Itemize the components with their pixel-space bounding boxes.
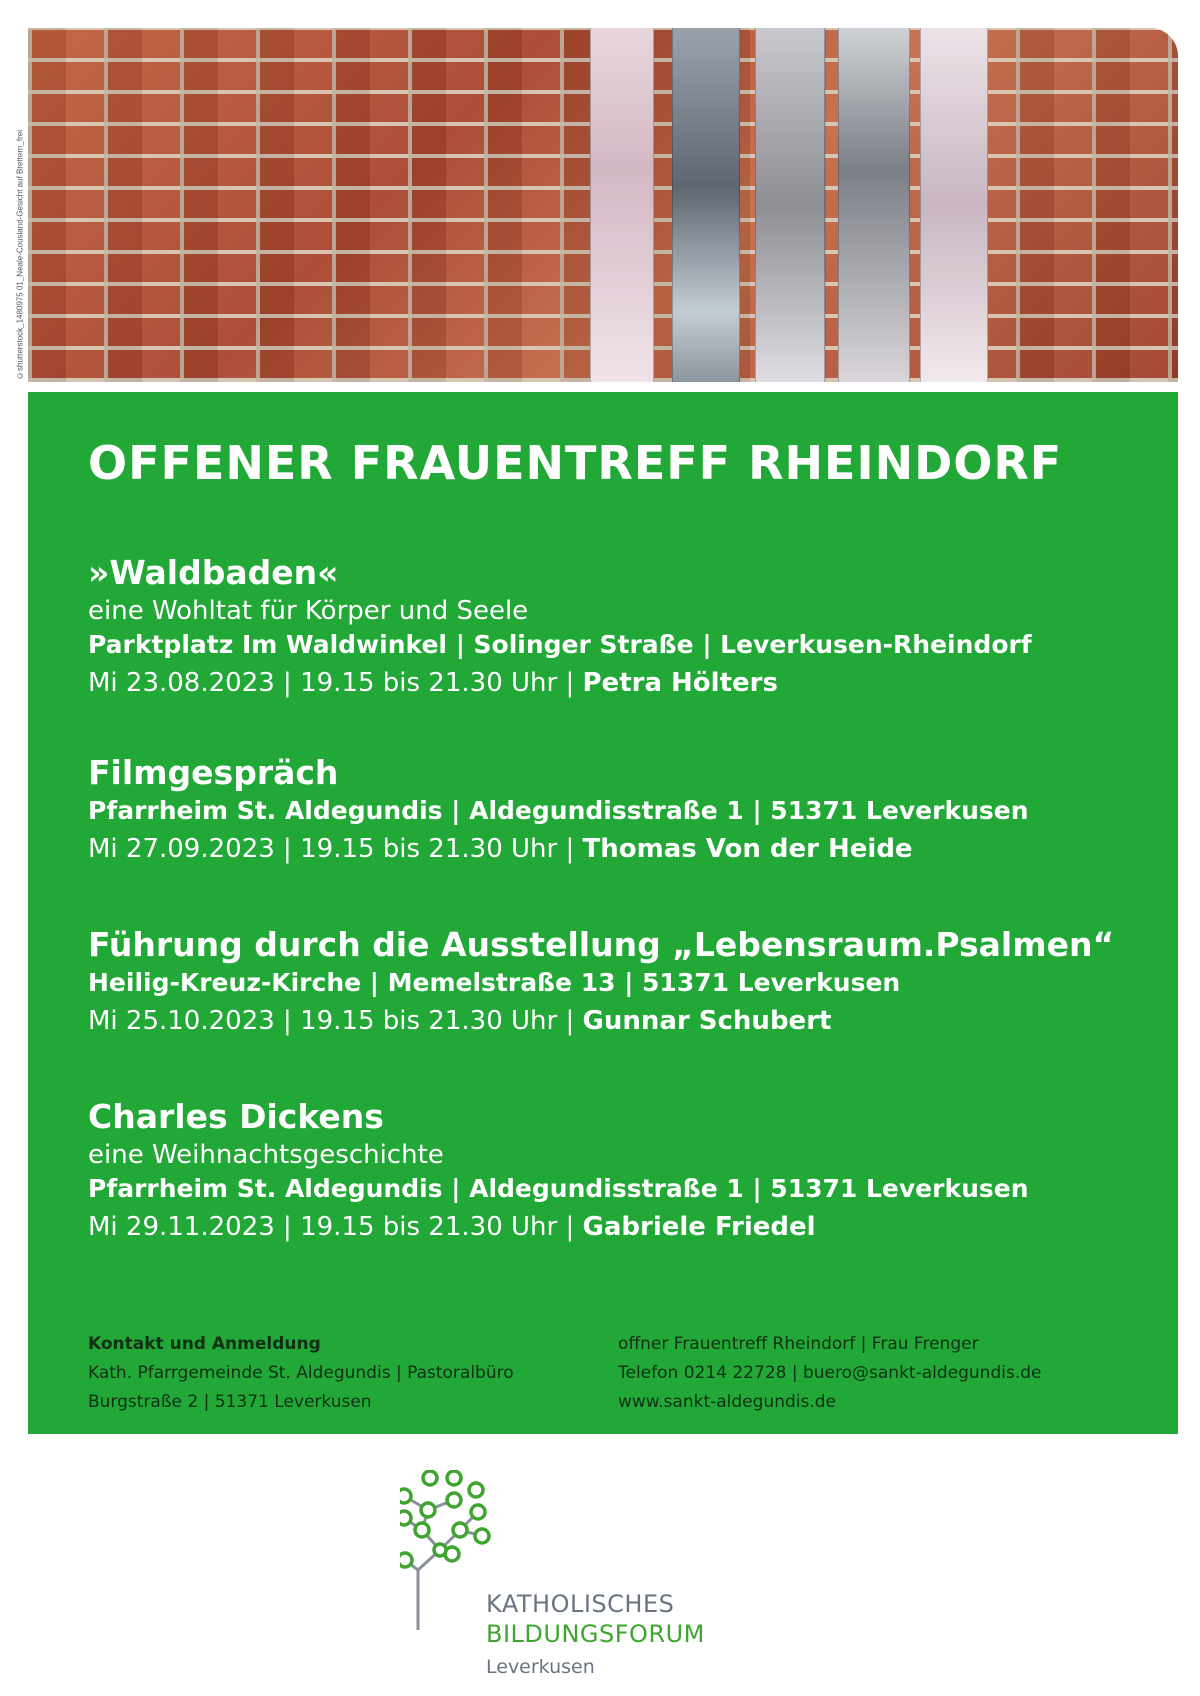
event-person: Gunnar Schubert: [582, 1006, 832, 1036]
event-location: Heilig-Kreuz-Kirche | Memelstraße 13 | 51371 Leverkusen: [88, 968, 901, 997]
logo-line-2: BILDUNGSFORUM: [486, 1620, 705, 1648]
logo: [400, 1470, 740, 1680]
website-link[interactable]: www.sankt-aldegundis.de: [618, 1392, 837, 1412]
logo-line-3: Leverkusen: [486, 1656, 595, 1678]
event-charles-dickens: [88, 1096, 1029, 1248]
event-location: Pfarrheim St. Aldegundis | Aldegundisstraße 1 | 51371 Leverkusen: [88, 1174, 1029, 1203]
contact-heading: Kontakt und Anmeldung: [88, 1334, 321, 1354]
event-datetime: [88, 828, 1029, 870]
event-date: Mi 23.08.2023 | 19.15 bis 21.30 Uhr |: [88, 668, 575, 698]
event-date: Mi 27.09.2023 | 19.15 bis 21.30 Uhr |: [88, 834, 575, 864]
contact-details: [618, 1330, 1041, 1417]
event-date: Mi 29.11.2023 | 19.15 bis 21.30 Uhr |: [88, 1212, 575, 1242]
contact-phone-email[interactable]: Telefon 0214 22728 | buero@sankt-aldegundis.de: [618, 1363, 1042, 1383]
page-title: OFFENER FRAUENTREFF RHEINDORF: [88, 436, 1063, 490]
event-panel: [28, 392, 1178, 1434]
event-person: Petra Hölters: [582, 668, 778, 698]
event-datetime: [88, 662, 1032, 704]
event-waldbaden: [88, 552, 1032, 704]
event-subtitle: eine Wohltat für Körper und Seele: [88, 596, 529, 626]
event-subtitle: eine Weihnachtsgeschichte: [88, 1140, 444, 1170]
contact-line: offner Frauentreff Rheindorf | Frau Frenger: [618, 1334, 979, 1354]
event-fuehrung: [88, 924, 1114, 1042]
painted-plank: [920, 28, 988, 382]
event-title: Filmgespräch: [88, 753, 339, 792]
event-person: Thomas Von der Heide: [582, 834, 913, 864]
event-title: Führung durch die Ausstellung „Lebensraum.Psalmen“: [88, 925, 1115, 964]
event-title: »Waldbaden«: [88, 553, 339, 592]
contact-line: Kath. Pfarrgemeinde St. Aldegundis | Pastoralbüro: [88, 1363, 514, 1383]
header-photo: [28, 28, 1178, 382]
event-person: Gabriele Friedel: [582, 1212, 816, 1242]
painted-plank: [590, 28, 654, 382]
event-filmgespraech: [88, 752, 1029, 870]
event-datetime: [88, 1000, 1114, 1042]
painted-plank: [755, 28, 825, 382]
photo-credit: ©shutterstock_1480975 01_Neale-Cousland-Gesicht auf Brettern_frei: [15, 129, 25, 380]
logo-line-1: KATHOLISCHES: [486, 1590, 675, 1618]
contact-block: [88, 1330, 514, 1417]
painted-plank: [838, 28, 910, 382]
contact-line: Burgstraße 2 | 51371 Leverkusen: [88, 1392, 372, 1412]
event-location: Parktplatz Im Waldwinkel | Solinger Straße | Leverkusen-Rheindorf: [88, 630, 1032, 659]
event-location: Pfarrheim St. Aldegundis | Aldegundisstraße 1 | 51371 Leverkusen: [88, 796, 1029, 825]
event-date: Mi 25.10.2023 | 19.15 bis 21.30 Uhr |: [88, 1006, 575, 1036]
event-datetime: [88, 1206, 1029, 1248]
event-title: Charles Dickens: [88, 1097, 384, 1136]
painted-plank: [672, 28, 740, 382]
